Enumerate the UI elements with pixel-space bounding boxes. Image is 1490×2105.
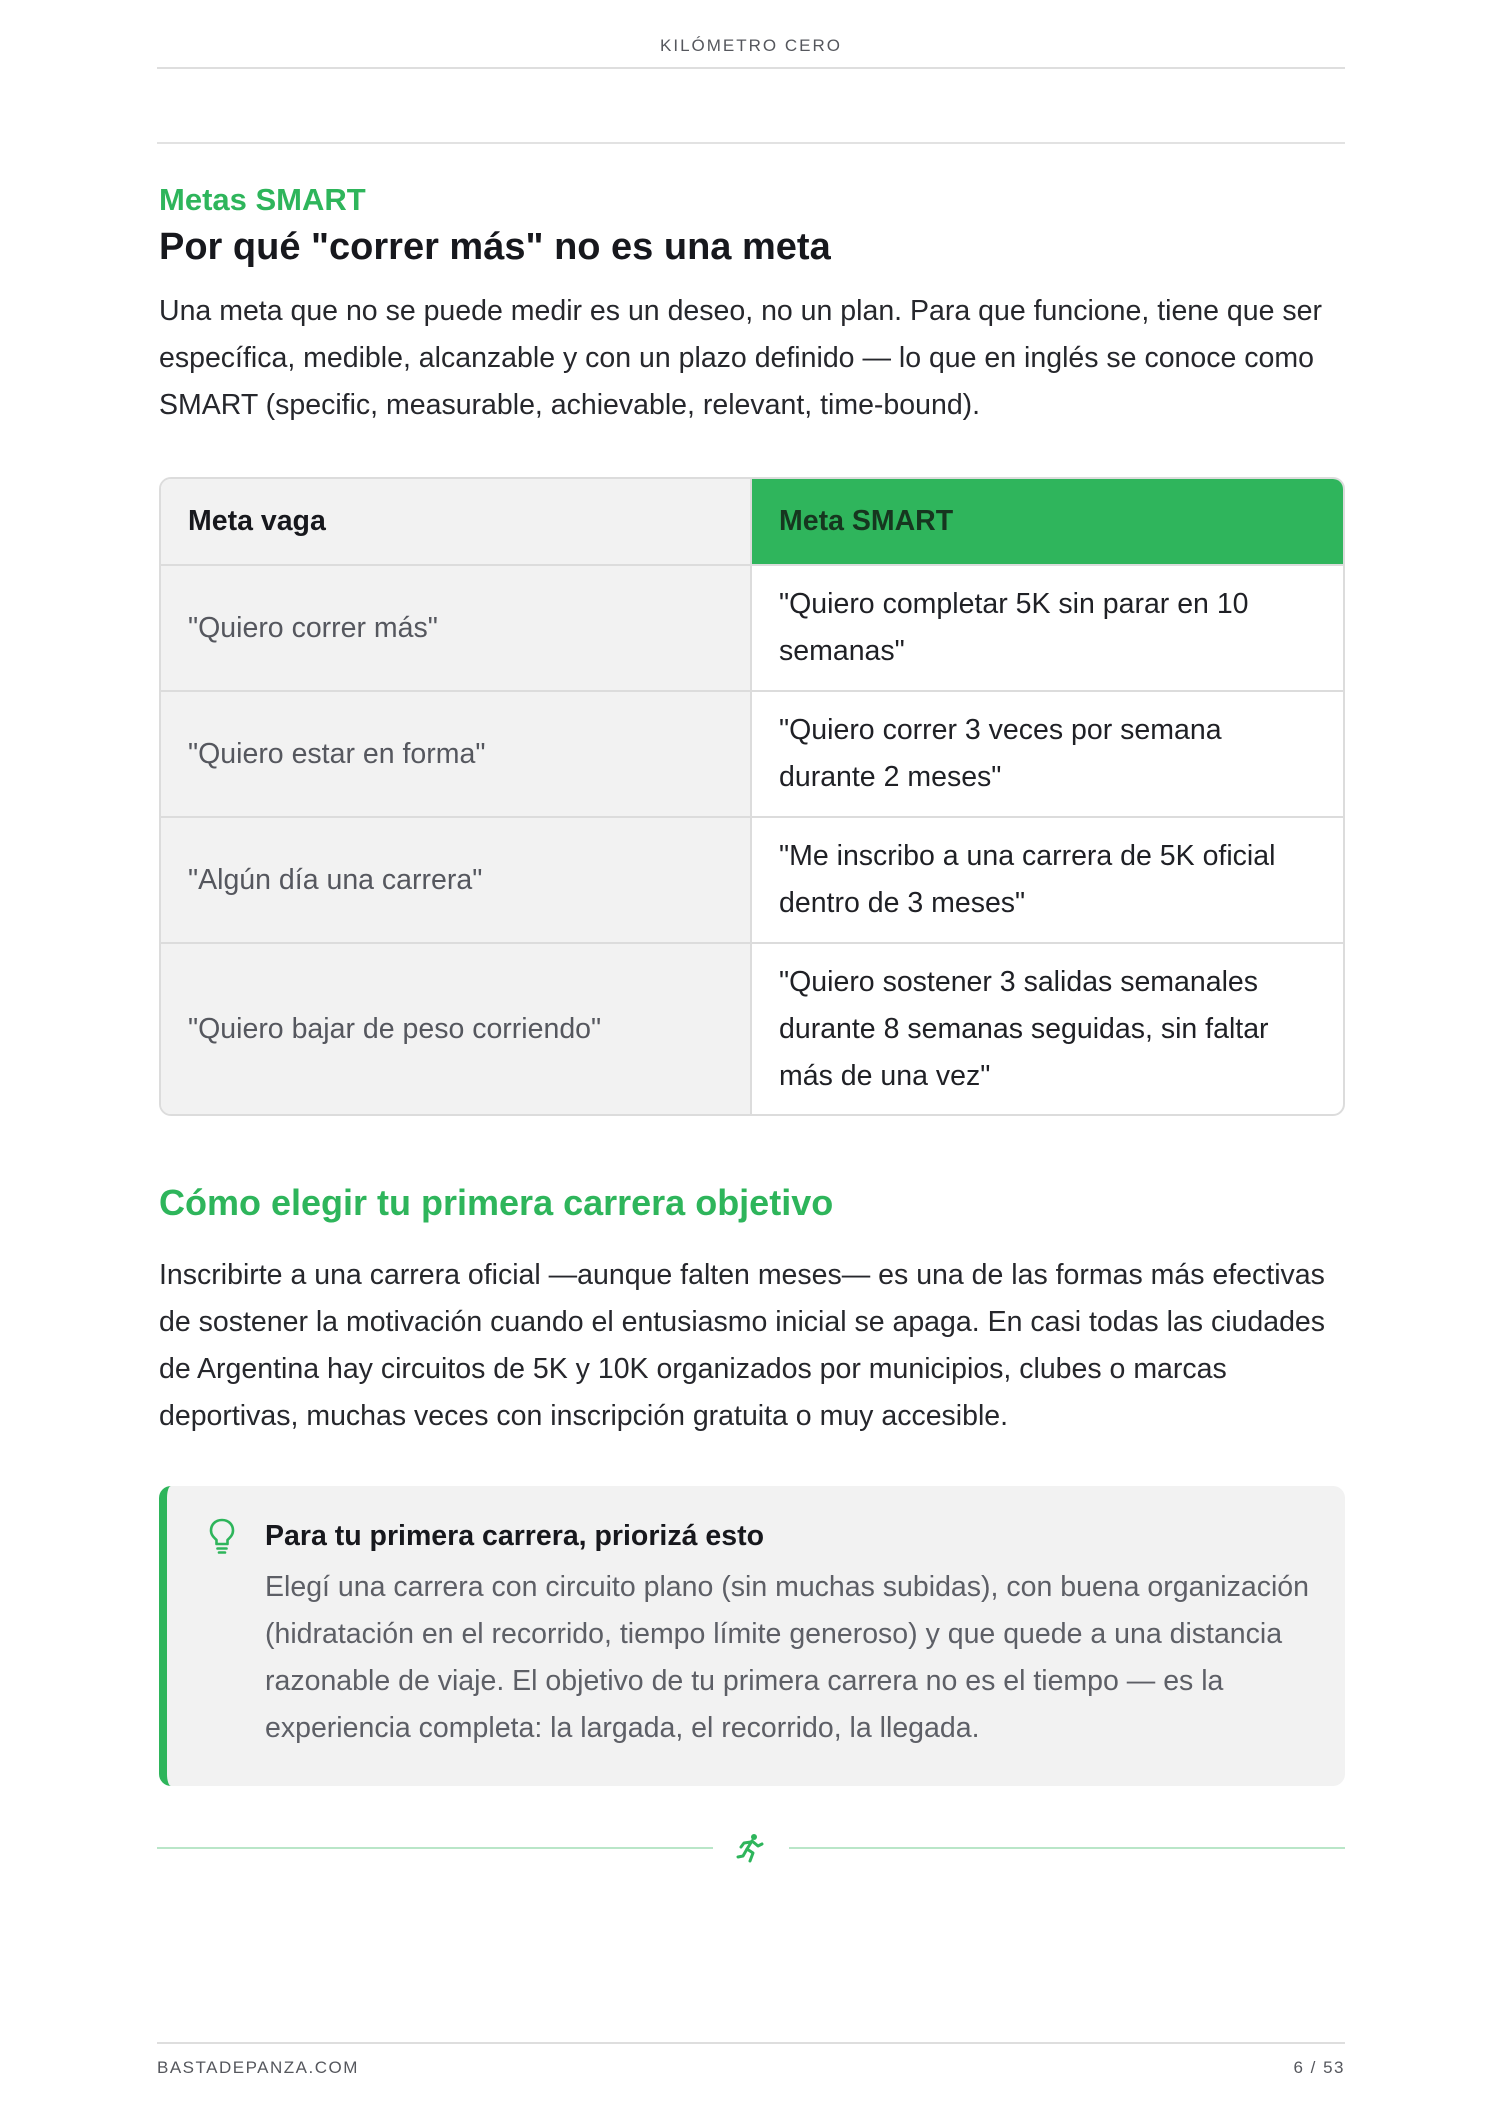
page-footer: [157, 2042, 1345, 2077]
section-divider: [157, 1830, 1345, 1866]
tip-callout: [159, 1486, 1345, 1786]
vague-goal-cell: "Algún día una carrera": [161, 818, 752, 942]
header-vague-goal: Meta vaga: [161, 479, 752, 564]
lightbulb-icon: [207, 1516, 237, 1556]
table-row: [161, 942, 1343, 1114]
smart-goal-cell: "Quiero completar 5K sin parar en 10 semanas": [779, 588, 1249, 667]
callout-text: Elegí una carrera con circuito plano (sin muchas subidas), con buena organización (hidratación en el recorrido, tiempo límite generoso) y que quede a una distancia razonable de viaje. El objetivo de tu primera carrera no es el tiempo — es la experiencia completa: la largada, el recorrido, la llegada.: [265, 1571, 1310, 1744]
vague-goal-cell: "Quiero bajar de peso corriendo": [161, 944, 752, 1114]
footer-site: BASTADEPANZA.COM: [157, 2058, 359, 2077]
divider-line-left: [157, 1847, 713, 1849]
header-smart-goal: Meta SMART: [752, 479, 1343, 564]
page-number: 6 / 53: [1293, 2058, 1345, 2077]
page-content: [159, 180, 1345, 1786]
callout-body: [265, 1516, 1309, 1752]
running-header: [157, 36, 1345, 69]
divider-line-right: [789, 1847, 1345, 1849]
table-header-row: [161, 479, 1343, 564]
table-row: [161, 690, 1343, 816]
section-eyebrow: Metas SMART: [159, 182, 366, 217]
section-title: Por qué "correr más" no es una meta: [159, 226, 831, 268]
goals-comparison-table: [159, 477, 1345, 1116]
vague-goal-cell: "Quiero estar en forma": [161, 692, 752, 816]
running-title: KILÓMETRO CERO: [660, 36, 842, 55]
callout-title: Para tu primera carrera, priorizá esto: [265, 1520, 764, 1552]
table-row: [161, 816, 1343, 942]
section-body: Inscribirte a una carrera oficial —aunque falten meses— es una de las formas más efectivas de sostener la motivación cuando el entusiasmo inicial se apaga. En casi todas las ciudades de Argentina hay circuitos de 5K y 10K organizados por municipios, clubes o marcas deportivas, muchas veces con inscripción gratuita o muy accesible.: [159, 1259, 1326, 1432]
smart-goal-cell: "Quiero correr 3 veces por semana durante 2 meses": [779, 714, 1222, 793]
table-row: [161, 564, 1343, 690]
runner-icon: [733, 1830, 769, 1866]
smart-goal-cell: "Quiero sostener 3 salidas semanales durante 8 semanas seguidas, sin faltar más de una vez": [779, 965, 1269, 1092]
top-divider: [157, 142, 1345, 144]
smart-goal-cell: "Me inscribo a una carrera de 5K oficial dentro de 3 meses": [779, 840, 1276, 919]
section-lead: Una meta que no se puede medir es un deseo, no un plan. Para que funcione, tiene que ser específica, medible, alcanzable y con un plazo definido — lo que en inglés se conoce como SMART (specific, measurable, achievable, relevant, time-bound).: [159, 295, 1322, 421]
vague-goal-cell: "Quiero correr más": [161, 566, 752, 690]
section-heading: Cómo elegir tu primera carrera objetivo: [159, 1182, 834, 1223]
